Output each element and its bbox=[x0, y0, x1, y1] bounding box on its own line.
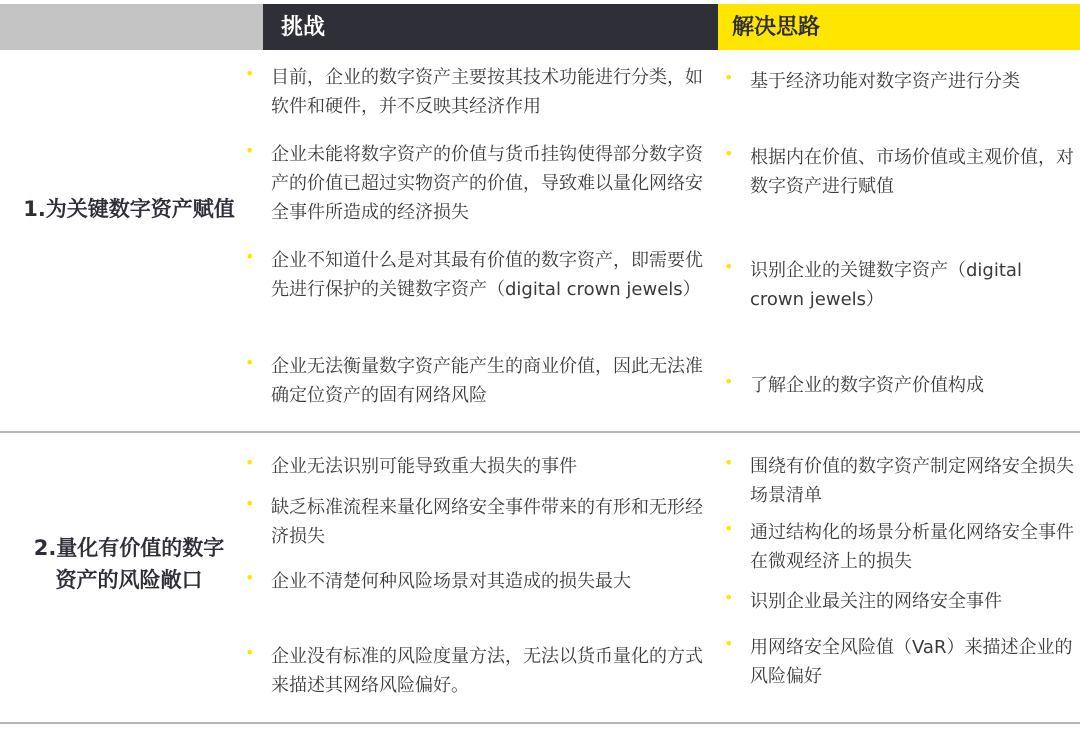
header-solutions-title: 解决思路 bbox=[732, 15, 821, 40]
row-2-solution-3 bbox=[724, 587, 1075, 616]
bullet-icon: • bbox=[245, 494, 255, 513]
row-1-challenge-4 bbox=[245, 352, 711, 410]
solution-text: 根据内在价值、市场价值或主观价值，对数字资产进行赋值 bbox=[750, 147, 1074, 197]
header-solutions-cell bbox=[718, 4, 1080, 50]
bullet-icon: • bbox=[724, 257, 734, 276]
solution-text: 了解企业的数字资产价值构成 bbox=[750, 375, 984, 396]
solution-text: 用网络安全风险值（VaR）来描述企业的风险偏好 bbox=[750, 637, 1073, 687]
row-2-challenge-2 bbox=[245, 493, 711, 551]
bullet-icon: • bbox=[724, 144, 734, 163]
bullet-icon: • bbox=[245, 643, 255, 662]
solution-text: 识别企业的关键数字资产（digital crown jewels） bbox=[750, 260, 1022, 310]
row-2-label-line-2: 资产的风险敞口 bbox=[55, 568, 203, 592]
solution-text: 通过结构化的场景分析量化网络安全事件在微观经济上的损失 bbox=[750, 522, 1074, 572]
challenge-text: 企业不知道什么是对其最有价值的数字资产，即需要优先进行保护的关键数字资产（digital crown jewels） bbox=[271, 250, 703, 300]
challenge-text: 缺乏标准流程来量化网络安全事件带来的有形和无形经济损失 bbox=[271, 497, 703, 547]
row-2-challenge-4 bbox=[245, 642, 711, 700]
row-2-label bbox=[0, 532, 258, 596]
bullet-icon: • bbox=[724, 519, 734, 538]
header-challenges-title: 挑战 bbox=[281, 15, 326, 40]
table-bottom-divider bbox=[0, 722, 1080, 724]
bullet-icon: • bbox=[245, 247, 255, 266]
header-challenges-cell bbox=[263, 4, 718, 50]
challenge-text: 企业没有标准的风险度量方法，无法以货币量化的方式来描述其网络风险偏好。 bbox=[271, 646, 703, 696]
bullet-icon: • bbox=[724, 372, 734, 391]
row-2-challenge-3 bbox=[245, 567, 711, 596]
row-1-solution-2 bbox=[724, 143, 1075, 201]
bullet-icon: • bbox=[724, 68, 734, 87]
row-1-challenge-3 bbox=[245, 246, 711, 304]
row-1-label bbox=[0, 193, 258, 225]
header-blank-cell bbox=[0, 4, 263, 50]
bullet-icon: • bbox=[724, 588, 734, 607]
row-1-label-text: 1.为关键数字资产赋值 bbox=[23, 197, 235, 221]
bullet-icon: • bbox=[724, 634, 734, 653]
row-1-solution-3 bbox=[724, 256, 1075, 314]
row-1-solution-4 bbox=[724, 371, 1075, 400]
solution-text: 围绕有价值的数字资产制定网络安全损失场景清单 bbox=[750, 456, 1074, 506]
challenge-text: 企业不清楚何种风险场景对其造成的损失最大 bbox=[271, 571, 631, 592]
bullet-icon: • bbox=[245, 64, 255, 83]
row-1-challenge-1 bbox=[245, 63, 711, 121]
row-2-solution-4 bbox=[724, 633, 1075, 691]
row-1-challenge-2 bbox=[245, 140, 711, 227]
row-divider bbox=[0, 431, 1080, 433]
bullet-icon: • bbox=[245, 353, 255, 372]
bullet-icon: • bbox=[724, 453, 734, 472]
solution-text: 基于经济功能对数字资产进行分类 bbox=[750, 71, 1020, 92]
challenge-text: 企业未能将数字资产的价值与货币挂钩使得部分数字资产的价值已超过实物资产的价值，导致难以量化网络安全事件所造成的经济损失 bbox=[271, 144, 703, 223]
bullet-icon: • bbox=[245, 453, 255, 472]
row-1-solution-1 bbox=[724, 67, 1075, 96]
row-2-challenge-1 bbox=[245, 452, 711, 481]
challenge-text: 企业无法识别可能导致重大损失的事件 bbox=[271, 456, 577, 477]
bullet-icon: • bbox=[245, 141, 255, 160]
challenge-text: 企业无法衡量数字资产能产生的商业价值，因此无法准确定位资产的固有网络风险 bbox=[271, 356, 703, 406]
bullet-icon: • bbox=[245, 568, 255, 587]
challenge-text: 目前，企业的数字资产主要按其技术功能进行分类，如软件和硬件，并不反映其经济作用 bbox=[271, 67, 703, 117]
solution-text: 识别企业最关注的网络安全事件 bbox=[750, 591, 1002, 612]
row-2-solution-2 bbox=[724, 518, 1075, 576]
row-2-label-line-1: 2.量化有价值的数字 bbox=[33, 536, 225, 560]
row-2-solution-1 bbox=[724, 452, 1075, 510]
